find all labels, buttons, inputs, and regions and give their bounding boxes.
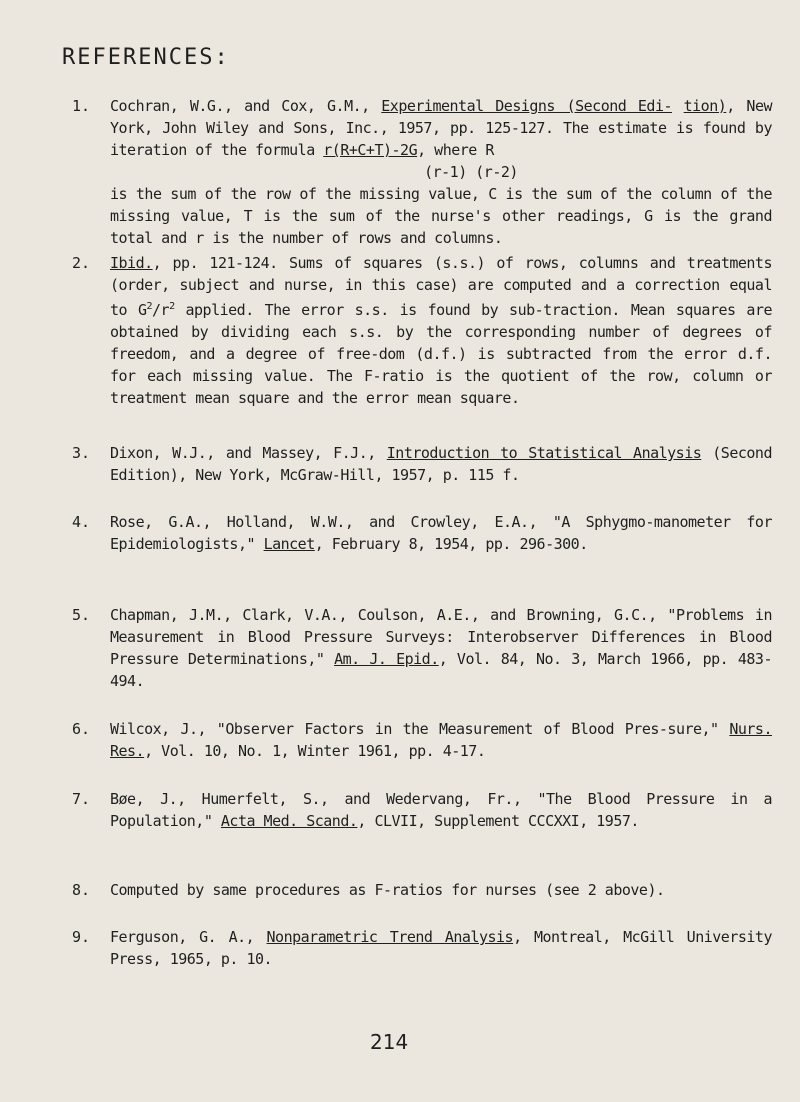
reference-authors: Bøe, J., Humerfelt, S., and Wedervang, Fr., "The Blood Pressure in a Population," <box>110 790 772 830</box>
reference-authors: Rose, G.A., Holland, W.W., and Crowley, E.A., "A Sphygmo-manometer for Epidemiologists," <box>110 513 772 553</box>
reference-3 <box>72 442 772 486</box>
reference-number: 6. <box>72 720 91 738</box>
page-number: 214 <box>370 1030 409 1054</box>
reference-5 <box>72 604 772 692</box>
reference-6 <box>72 718 772 762</box>
reference-authors: Wilcox, J., "Observer Factors in the Measurement of Blood Pres-sure," <box>110 720 730 738</box>
reference-number: 2. <box>72 254 91 272</box>
references-heading: REFERENCES: <box>62 45 230 70</box>
reference-4 <box>72 511 772 555</box>
reference-authors: Cochran, W.G., and Cox, G.M., <box>110 97 382 115</box>
reference-text: /r <box>152 301 170 319</box>
reference-text: , New York, John Wiley and Sons, Inc., 1957, pp. 125-127. The estimate is found by iteration of the formula <box>110 97 773 159</box>
reference-text: , February 8, 1954, pp. 296-300. <box>314 535 588 553</box>
reference-number: 7. <box>72 790 91 808</box>
reference-journal: Acta Med. Scand. <box>220 812 358 830</box>
reference-text: (Second Edition), New York, McGraw-Hill, 1957, p. 115 f. <box>110 444 772 484</box>
reference-text: , Vol. 10, No. 1, Winter 1961, pp. 4-17. <box>144 742 486 760</box>
reference-8 <box>72 879 772 901</box>
reference-1 <box>72 95 772 249</box>
formula-denominator: (r-1) (r-2) <box>424 163 518 181</box>
reference-authors: Chapman, J.M., Clark, V.A., Coulson, A.E., and Browning, G.C., "Problems in Measurement in Blood Pressure Surveys: Interobserver Differences in Blood Pressure Determinations," <box>110 606 772 668</box>
reference-authors: Dixon, W.J., and Massey, F.J., <box>110 444 387 462</box>
reference-title: Experimental Designs (Second Edi- <box>381 97 673 115</box>
reference-text: applied. The error s.s. is found by sub-traction. Mean squares are obtained by dividing each s.s. by the corresponding number of degrees of freedom, and a degree of free-dom (d.f.) is subtracted from the error d.f. for each missing value. The F-ratio is the quotient of the row, column or treatment mean square and the error mean square. <box>110 301 773 407</box>
reference-number: 4. <box>72 513 91 531</box>
reference-7 <box>72 788 772 832</box>
reference-number: 3. <box>72 444 91 462</box>
reference-title-continued: tion) <box>683 97 727 115</box>
reference-number: 1. <box>72 97 91 115</box>
reference-journal: Nurs. Res. <box>110 720 772 760</box>
reference-9 <box>72 926 772 970</box>
reference-ibid: Ibid. <box>110 254 153 272</box>
reference-2 <box>72 252 772 409</box>
reference-title: Nonparametric Trend Analysis <box>266 928 514 946</box>
reference-text: , where R <box>417 141 494 159</box>
reference-number: 9. <box>72 928 91 946</box>
reference-number: 5. <box>72 606 91 624</box>
reference-authors: Ferguson, G. A., <box>110 928 267 946</box>
superscript: 2 <box>146 301 153 312</box>
formula-numerator: r(R+C+T)-2G <box>323 141 418 159</box>
reference-text: , CLVII, Supplement CCCXXI, 1957. <box>357 812 639 830</box>
reference-text: , pp. 121-124. Sums of squares (s.s.) of rows, columns and treatments (order, subject and nurse, in this case) are computed and a correction equal to G <box>110 254 772 319</box>
reference-text: , Vol. 84, No. 3, March 1966, pp. 483-494. <box>110 650 772 690</box>
reference-journal: Am. J. Epid. <box>334 650 439 668</box>
reference-text: , Montreal, McGill University Press, 1965, p. 10. <box>110 928 772 968</box>
superscript: 2 <box>169 301 175 312</box>
reference-text: is the sum of the row of the missing value, C is the sum of the column of the missing value, T is the sum of the nurse's other readings, G is the grand total and r is the number of rows and columns. <box>110 185 772 247</box>
reference-number: 8. <box>72 881 91 899</box>
reference-title: Introduction to Statistical Analysis <box>386 444 702 462</box>
reference-journal: Lancet <box>263 535 315 553</box>
reference-text: Computed by same procedures as F-ratios for nurses (see 2 above). <box>110 881 665 899</box>
